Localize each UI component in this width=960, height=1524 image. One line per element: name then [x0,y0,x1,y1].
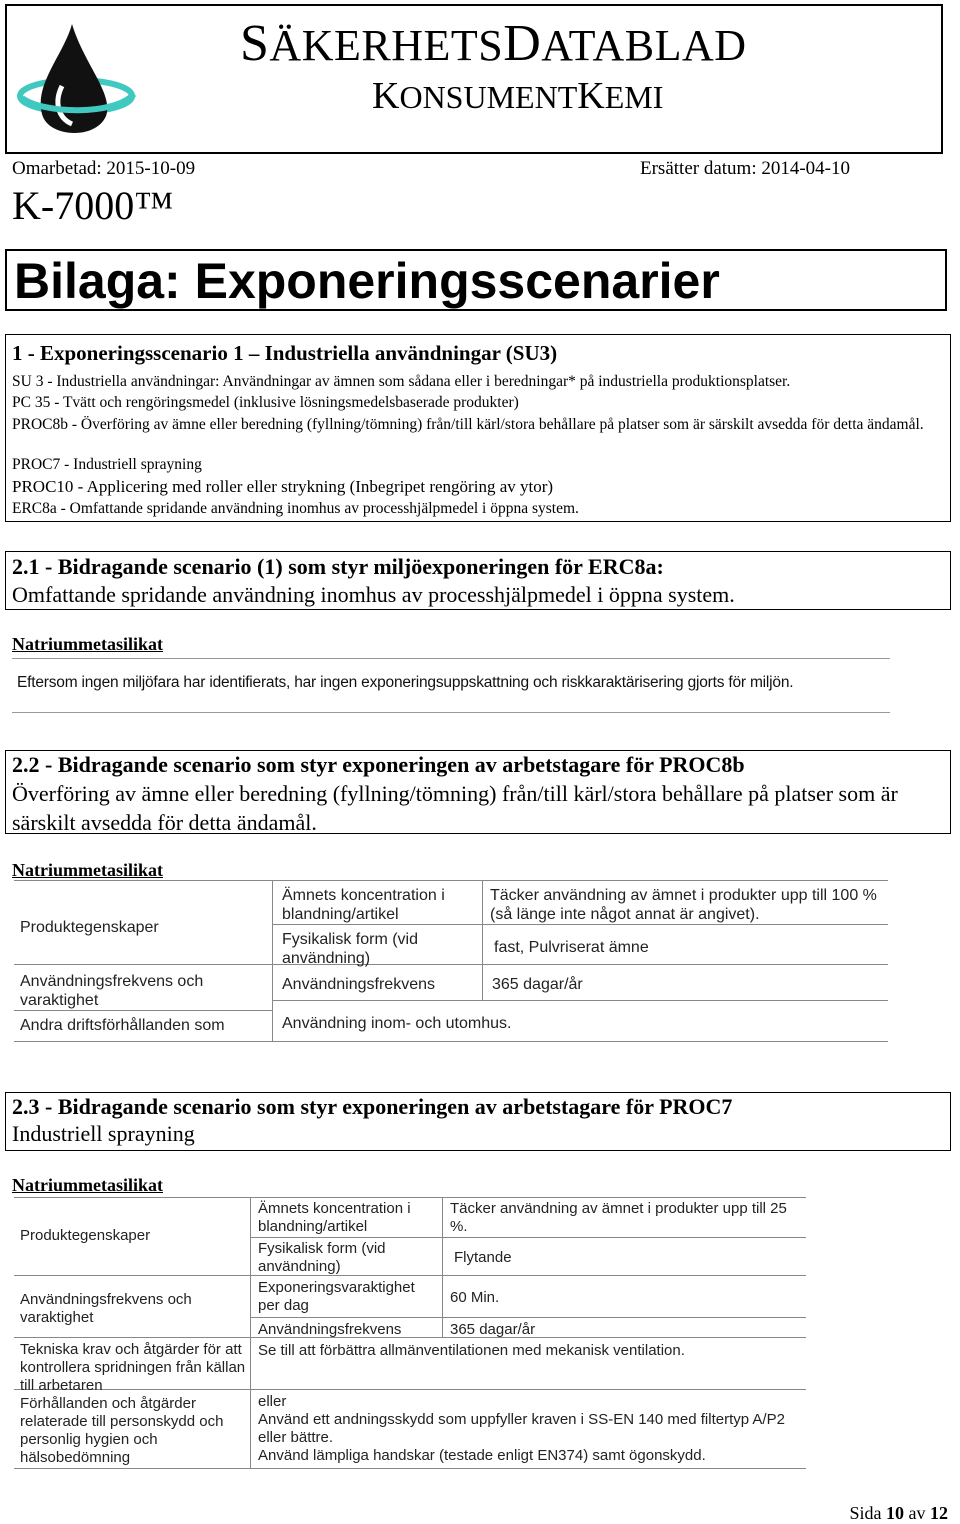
document-title: SÄKERHETSDATABLAD [240,15,747,72]
appendix-title: Bilaga: Exponeringsscenarier [14,253,720,309]
su-line: SU 3 - Industriella användningar: Användningar av ämnen som sådana eller i beredningar* på industriella produktionsplatser. [12,373,791,390]
section23-title: 2.3 - Bidragande scenario som styr exponeringen av arbetstagare för PROC7 [12,1094,733,1119]
divider [12,658,890,659]
group-technical-measures: Tekniska krav och åtgärder för att kontrollera spridningen från källan till arbetaren [20,1341,246,1394]
section23-subtitle: Industriell sprayning [12,1121,195,1146]
section21-note: Eftersom ingen miljöfara har identifierats, har ingen exponeringsuppskattning och riskkaraktärisering gjorts för miljön. [17,674,794,691]
ppe-or: eller [258,1393,287,1410]
row-label: Fysikalisk form (vid användning) [258,1240,386,1275]
ventilation-measure: Se till att förbättra allmänventilationen med mekanisk ventilation. [258,1342,685,1359]
group-frequency: Användningsfrekvens och varaktighet [20,973,204,1009]
row-value: Flytande [454,1249,512,1266]
proc7-line: PROC7 - Industriell sprayning [12,456,202,473]
row-value: 365 dagar/år [450,1321,536,1338]
group-product-properties: Produktegenskaper [20,919,159,936]
section21-title: 2.1 - Bidragande scenario (1) som styr miljöexponeringen för ERC8a: [12,554,664,579]
row-value: fast, Pulvriserat ämne [494,939,649,956]
row-label: Fysikalisk form (vid användning) [282,931,419,967]
row-label: Ämnets koncentration i blandning/artikel [258,1200,411,1235]
proc8b-line: PROC8b - Överföring av ämne eller beredning (fyllning/tömning) från/till kärl/stora behållare på platser som är särskilt avsedda för detta ändamål. [12,416,924,433]
droplet-logo-icon [14,14,149,152]
ppe-respirator: Använd ett andningsskydd som uppfyller kraven i SS-EN 140 med filtertyp A/P2 eller bättre. [258,1411,785,1446]
row-value: 365 dagar/år [492,976,583,993]
proc7-table [14,1197,806,1469]
section22-substance: Natriummetasilikat [12,860,163,880]
replaces-date: Ersätter datum: 2014-04-10 [640,158,851,179]
group-other-conditions: Andra driftsförhållanden som [20,1017,225,1034]
divider [12,712,890,713]
row-value: 60 Min. [450,1289,500,1306]
pc-line: PC 35 - Tvätt och rengöringsmedel (inklusive lösningsmedelsbaserade produkter) [12,394,519,411]
section21-substance: Natriummetasilikat [12,634,163,654]
row-label: Användningsfrekvens [282,976,435,993]
row-value: Täcker användning av ämnet i produkter upp till 100 % (så länge inte något annat är angivet). [490,887,877,923]
row-label: Användningsfrekvens [258,1321,402,1338]
revised-date: Omarbetad: 2015-10-09 [12,158,196,179]
row-label: Exponeringsvaraktighet per dag [258,1279,415,1314]
row-label: Ämnets koncentration i blandning/artikel [282,887,445,923]
document-subtitle: KONSUMENTKEMI [372,75,664,117]
section23-substance: Natriummetasilikat [12,1175,163,1195]
section22-title: 2.2 - Bidragande scenario som styr exponeringen av arbetstagare för PROC8b [12,752,745,777]
group-personal-protection: Förhållanden och åtgärder relaterade till personskydd och personlig hygien och hälsobedömning [20,1395,224,1466]
row-label: Användning inom- och utomhus. [282,1015,512,1032]
proc8b-table [14,880,888,1042]
group-frequency: Användningsfrekvens och varaktighet [20,1291,192,1326]
row-value: Täcker användning av ämnet i produkter upp till 25 %. [450,1200,787,1235]
section21-subtitle: Omfattande spridande användning inomhus av processhjälpmedel i öppna system. [12,582,735,607]
group-product-properties: Produktegenskaper [20,1227,151,1244]
product-name: K-7000™ [12,183,174,228]
proc10-line: PROC10 - Applicering med roller eller strykning (Inbegripet rengöring av ytor) [12,477,554,496]
section22-subtitle: Överföring av ämne eller beredning (fyllning/tömning) från/till kärl/stora behållare på platser som är särskilt avsedda för detta ändamål. [12,781,898,835]
ppe-gloves: Använd lämpliga handskar (testade enligt EN374) samt ögonskydd. [258,1447,706,1464]
page-number: Sida 10 av 12 [849,1503,948,1523]
erc8a-line: ERC8a - Omfattande spridande användning inomhus av processhjälpmedel i öppna system. [12,500,579,517]
section1-title: 1 - Exponeringsscenario 1 – Industriella användningar (SU3) [12,341,558,365]
